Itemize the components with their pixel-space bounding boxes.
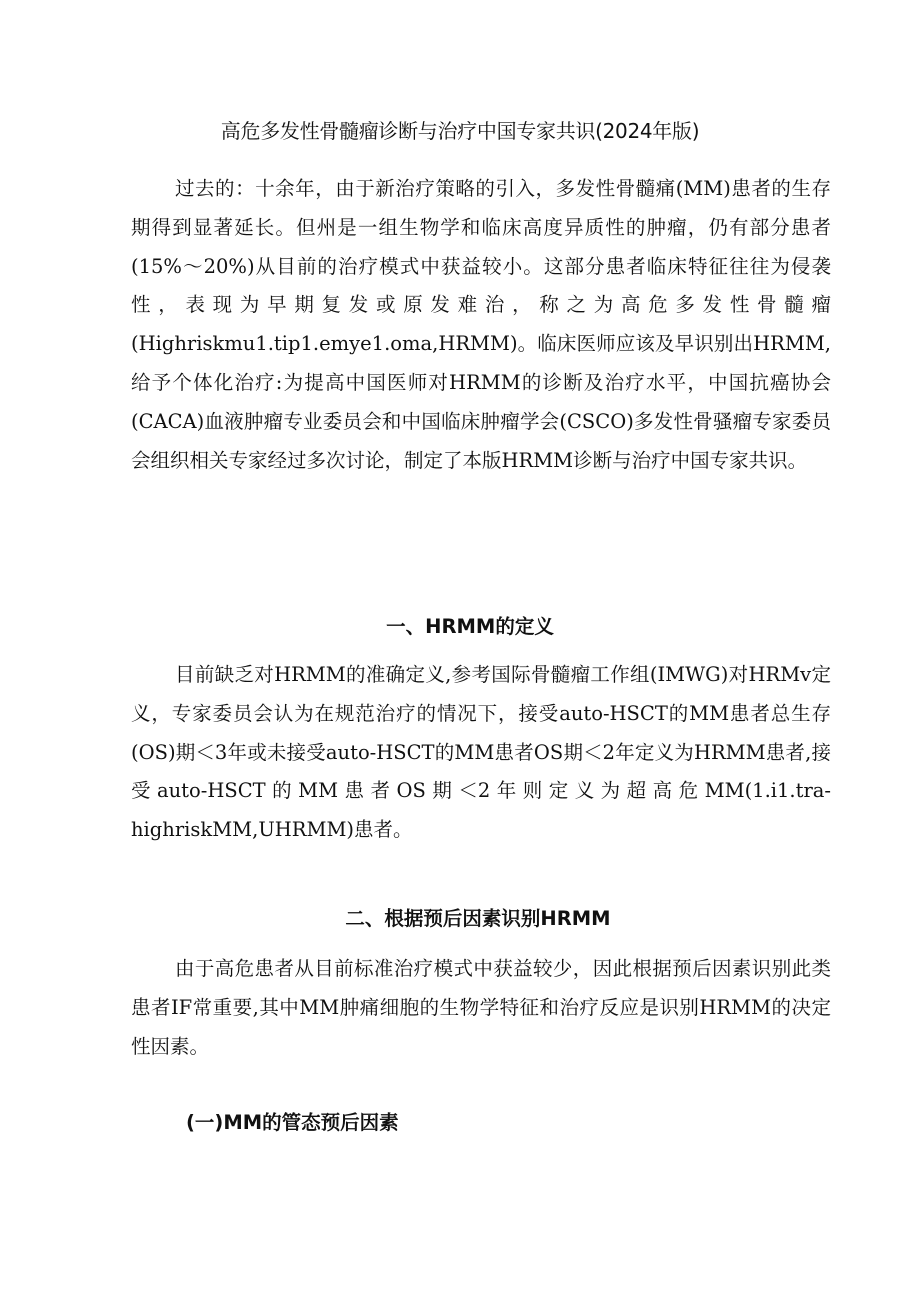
definition-paragraph: 目前缺乏对HRMM的准确定义,参考国际骨髓瘤工作组(IMWG)对HRMv定义，专家委员会认为在规范治疗的情况下，接受auto-HSCT的MM患者总生存(OS)期＜3年或未接受auto-HSCT的MM患者OS期＜2年定义为HRMM患者,接受auto-HSCT的MM患者OS期＜2年则定义为超高危MM(1.i1.tra-highriskMM,UHRMM)患者。 xyxy=(131,663,831,842)
document-title: 高危多发性骨髓瘤诊断与治疗中国专家共识(2024年版) xyxy=(220,119,700,143)
section-heading-definition: 一、HRMM的定义 xyxy=(386,615,554,638)
subsection-heading: (一)MM的管态预后因素 xyxy=(186,1111,399,1134)
prognostic-paragraph: 由于高危患者从目前标准治疗模式中获益较少，因此根据预后因素识别此类患者IF常重要,其中MM肿痛细胞的生物学特征和治疗反应是识别HRMM的决定性因素。 xyxy=(131,957,831,1058)
intro-paragraph: 过去的：十余年，由于新治疗策略的引入，多发性骨髓痛(MM)患者的生存期得到显著延长。但州是一组生物学和临床高度异质性的肿瘤，仍有部分患者(15%～20%)从目前的治疗模式中获益较小。这部分患者临床特征往往为侵袭性，表现为早期复发或原发难治，称之为高危多发性骨髓瘤(Highriskmu1.tip1.emye1.oma,HRMM)。临床医师应该及早识别出HRMM,给予个体化治疗:为提高中国医师对HRMM的诊断及治疗水平，中国抗癌协会(CACA)血液肿瘤专业委员会和中国临床肿瘤学会(CSCO)多发性骨骚瘤专家委员会组织相关专家经过多次讨论，制定了本版HRMM诊断与治疗中国专家共识。 xyxy=(131,177,831,472)
section-heading-prognostic-factors: 二、根据预后因素识别HRMM xyxy=(345,907,611,930)
